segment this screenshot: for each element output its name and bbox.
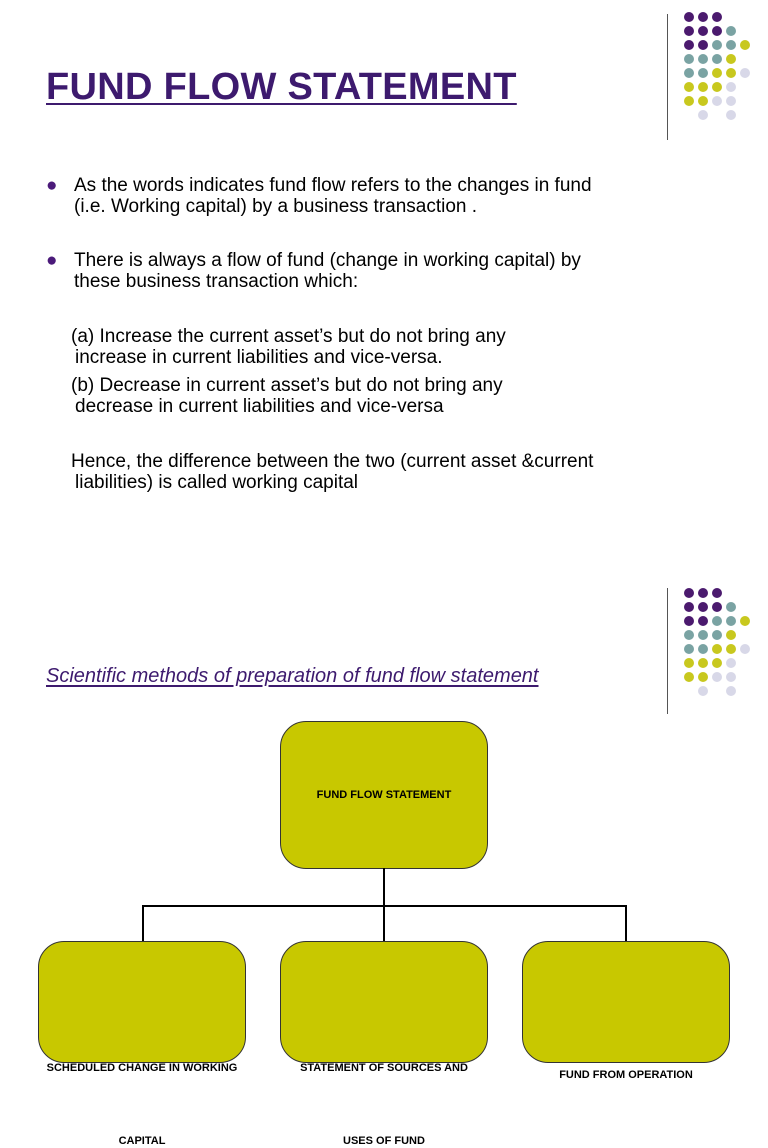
chart-root-box	[280, 721, 488, 869]
slide-title: FUND FLOW STATEMENT	[46, 66, 517, 108]
connector-drop-right	[625, 905, 627, 942]
divider-line	[667, 588, 668, 714]
chart-root-label: FUND FLOW STATEMENT	[316, 788, 452, 801]
chart-child-box-2	[280, 941, 488, 1147]
chart-child-box-1	[38, 941, 246, 1147]
bullet-line: (i.e. Working capital) by a business transaction .	[74, 196, 478, 217]
slide-2	[0, 560, 768, 1147]
conclusion-line: liabilities) is called working capital	[75, 472, 359, 493]
child-line: CAPITAL	[118, 1135, 166, 1147]
bullet-icon: ●	[46, 250, 58, 271]
slide-1	[0, 0, 768, 512]
connector-vertical	[383, 868, 385, 906]
bullet-line: There is always a flow of fund (change in working capital) by	[74, 250, 581, 271]
bullet-icon: ●	[46, 175, 58, 196]
child-line: STATEMENT OF SOURCES AND	[300, 1062, 468, 1074]
chart-child-label-1	[47, 1002, 238, 1148]
bullet-item	[46, 175, 714, 217]
point-a	[71, 326, 731, 368]
point-line: (b) Decrease in current asset’s but do not bring any	[71, 375, 503, 396]
conclusion-line: Hence, the difference between the two (current asset &current	[71, 451, 594, 472]
bullet-item	[46, 250, 714, 292]
chart-child-box-3	[522, 941, 730, 1081]
connector-drop-middle	[383, 905, 385, 942]
chart-child-label-2	[300, 1002, 468, 1148]
child-line: USES OF FUND	[343, 1135, 425, 1147]
child-line: SCHEDULED CHANGE IN WORKING	[46, 1062, 238, 1074]
point-line: increase in current liabilities and vice-versa.	[75, 347, 443, 368]
point-b	[71, 375, 731, 417]
connector-drop-left	[142, 905, 144, 942]
slide-subtitle: Scientific methods of preparation of fund flow statement	[46, 665, 539, 687]
conclusion-text	[71, 451, 731, 493]
child-line: FUND FROM OPERATION	[559, 1069, 693, 1081]
point-line: decrease in current liabilities and vice-versa	[75, 396, 444, 417]
chart-child-label-3	[559, 1009, 693, 1082]
point-line: (a) Increase the current asset’s but do not bring any	[71, 326, 506, 347]
divider-line	[667, 14, 668, 140]
bullet-line: these business transaction which:	[74, 271, 359, 292]
bullet-line: As the words indicates fund flow refers to the changes in fund	[74, 175, 592, 196]
